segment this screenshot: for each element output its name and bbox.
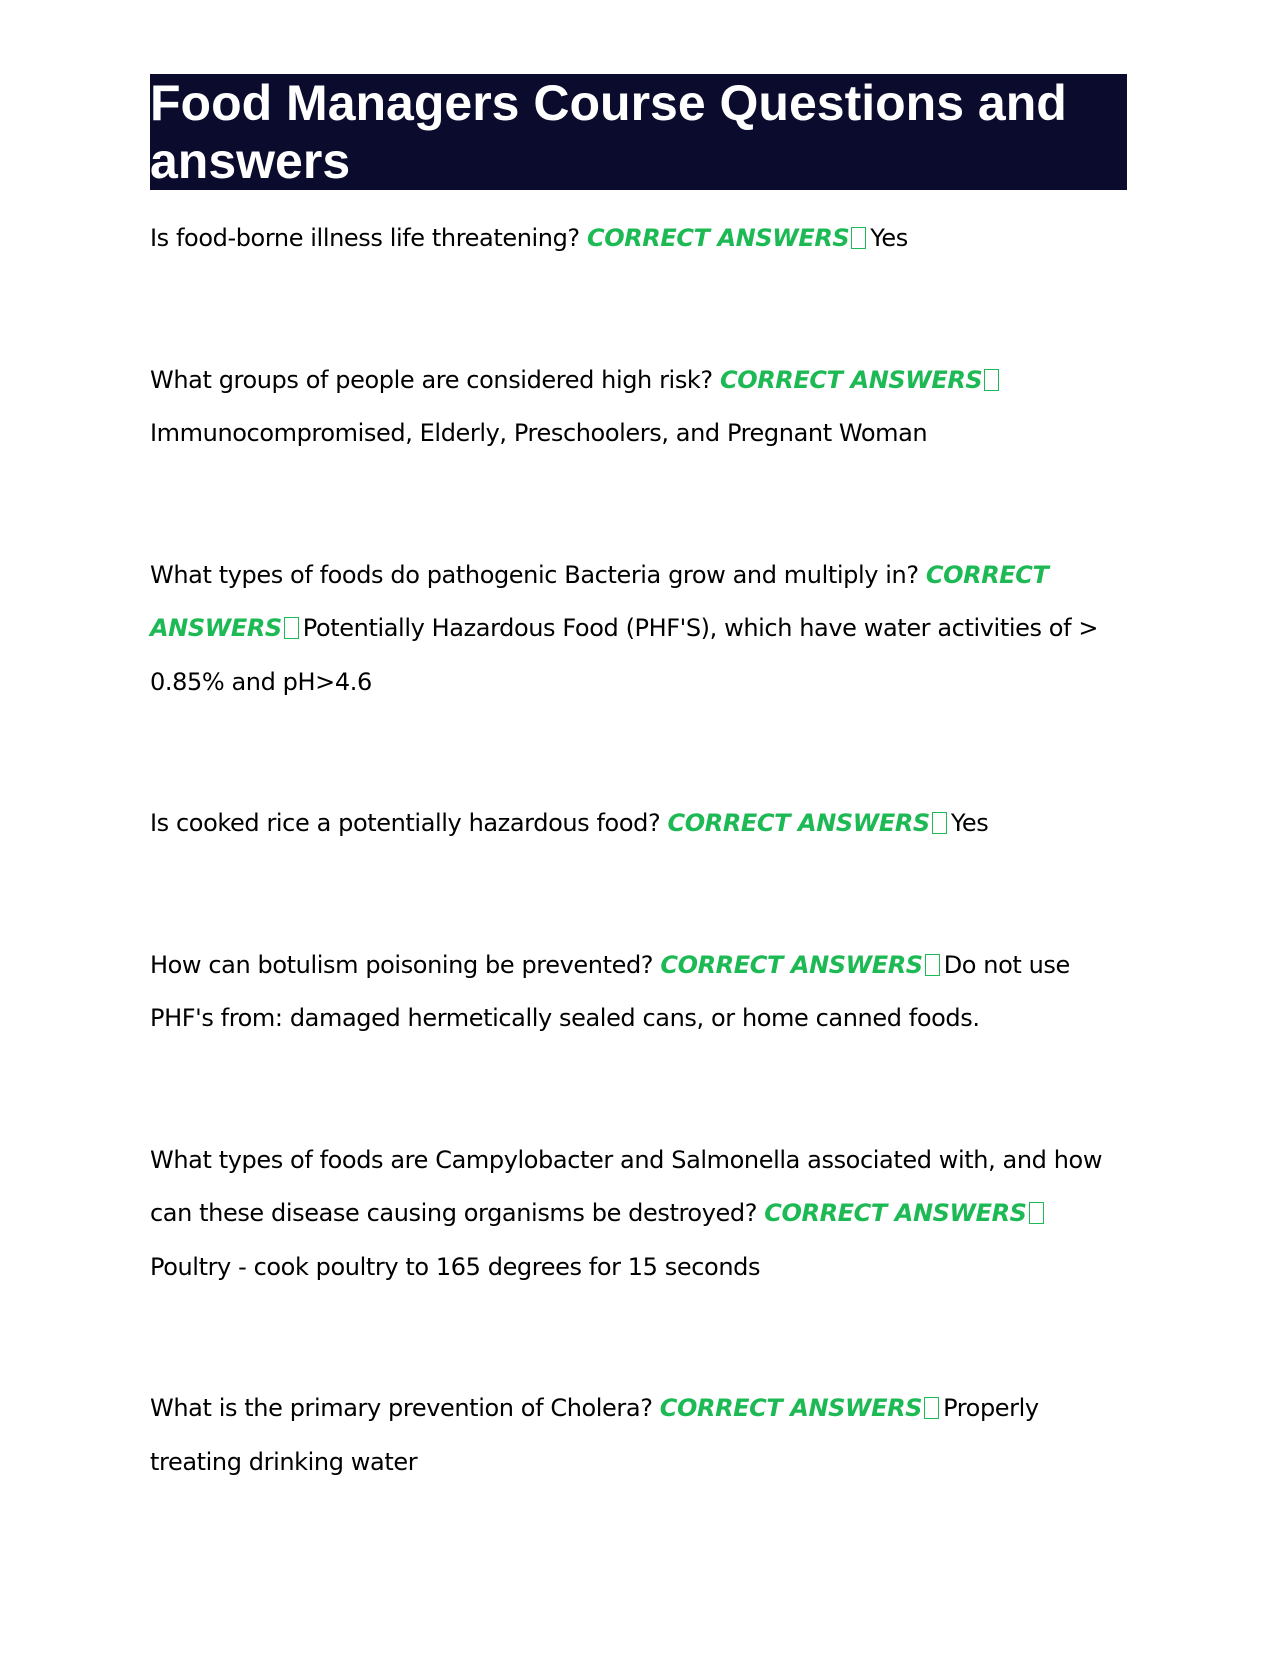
answer-text: Properly treating drinking water [150,1394,1039,1476]
answer-marker: CORRECT ANSWERS [720,365,983,394]
qa-item [150,939,1127,1046]
answer-text: Yes [950,809,989,837]
question-text: Is food-borne illness life threatening? [150,224,580,252]
checkbox-glyph-icon [932,812,947,834]
qa-item [150,797,1127,851]
checkbox-glyph-icon [284,617,299,639]
answer-text: Potentially Hazardous Food (PHF'S), which have water activities of > 0.85% and pH>4.6 [150,614,1099,696]
answer-marker: CORRECT ANSWERS [667,809,930,837]
qa-item [150,1134,1127,1295]
qa-item [150,549,1127,710]
question-text: What types of foods are Campylobacter and Salmonella associated with, and how can these disease causing organisms be destroyed? [150,1145,1103,1227]
checkbox-glyph-icon [851,227,866,249]
answer-marker: CORRECT ANSWERS [587,224,850,252]
answer-marker: CORRECT ANSWERS [150,560,1049,642]
checkbox-glyph-icon [925,954,940,976]
answer-marker: CORRECT ANSWERS [660,950,923,979]
checkbox-glyph-icon [984,369,999,391]
question-text: What groups of people are considered high risk? [150,365,713,394]
document-title: Food Managers Course Questions and answers [150,74,1127,190]
answer-text: Yes [870,224,908,252]
qa-item [150,212,1127,266]
answer-marker: CORRECT ANSWERS [764,1199,1027,1227]
question-text: What is the primary prevention of Cholera? [150,1394,653,1422]
answer-text: Do not use PHF's from: damaged hermetically sealed cans, or home canned foods. [150,950,1070,1032]
qa-item [150,1382,1127,1489]
document-page [150,74,1127,1577]
question-text: What types of foods do pathogenic Bacteria grow and multiply in? [150,560,919,589]
answer-marker: CORRECT ANSWERS [659,1394,923,1422]
qa-item [150,354,1127,461]
question-text: Is cooked rice a potentially hazardous food? [150,809,661,837]
question-text: How can botulism poisoning be prevented? [150,950,654,979]
checkbox-glyph-icon [1029,1202,1044,1224]
checkbox-glyph-icon [924,1397,939,1419]
answer-text: Poultry - cook poultry to 165 degrees for 15 seconds [150,1252,761,1281]
answer-text: Immunocompromised, Elderly, Preschoolers, and Pregnant Woman [150,419,928,447]
